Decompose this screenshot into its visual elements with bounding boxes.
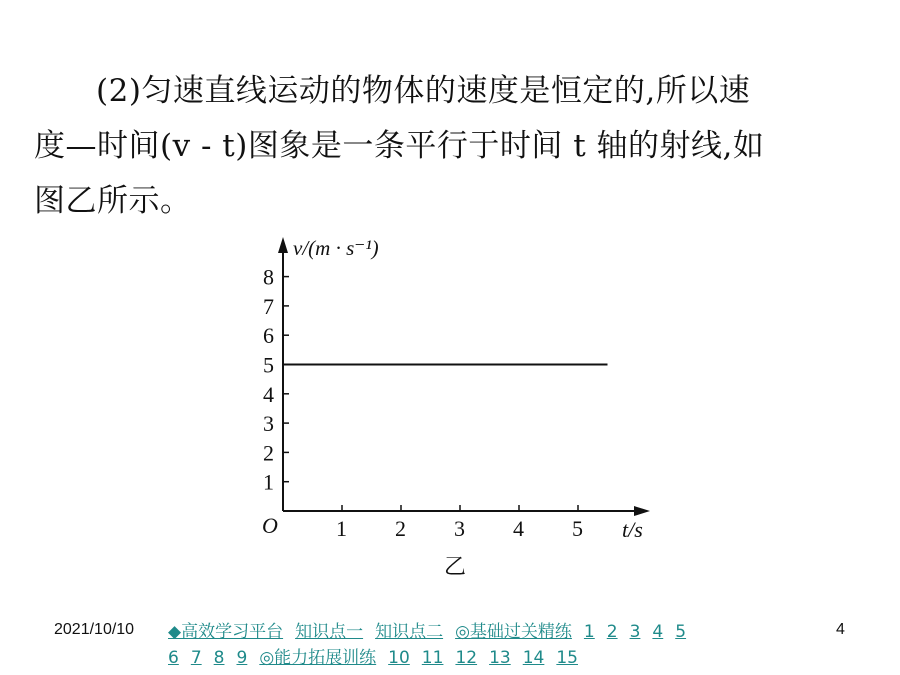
y-tick-label: 3	[263, 411, 274, 437]
y-tick-label: 5	[263, 352, 274, 378]
nav-link[interactable]: 10	[388, 648, 410, 668]
x-tick-label: 4	[513, 516, 524, 541]
y-tick-label: 4	[263, 381, 274, 407]
x-tick-label: 2	[395, 516, 406, 541]
x-tick-label: 3	[454, 516, 465, 541]
footer-navigation	[168, 619, 868, 671]
y-axis-label: v/(m · s⁻¹)	[293, 236, 379, 260]
nav-link[interactable]: 7	[190, 648, 202, 668]
y-tick-label: 1	[263, 469, 274, 495]
y-tick-label: 7	[263, 293, 274, 319]
x-tick-label: 5	[572, 516, 583, 541]
nav-link[interactable]: 8	[213, 648, 225, 668]
nav-link[interactable]: 9	[236, 648, 248, 668]
nav-link[interactable]: 4	[652, 622, 664, 642]
x-axis-arrow	[634, 506, 650, 516]
paragraph-line-1: (2)匀速直线运动的物体的速度是恒定的,所以速	[96, 73, 751, 109]
x-tick-label: 1	[336, 516, 347, 541]
nav-link[interactable]: 知识点二	[375, 622, 444, 642]
nav-link[interactable]: 13	[489, 648, 511, 668]
paragraph-line-3: 图乙所示。	[34, 183, 192, 219]
nav-link[interactable]: 5	[675, 622, 687, 642]
chart-caption: 乙	[444, 554, 467, 579]
nav-link[interactable]: 15	[556, 648, 578, 668]
nav-link[interactable]: 6	[168, 648, 179, 668]
paragraph-line-2: 度—时间(v - t)图象是一条平行于时间 t 轴的射线,如	[34, 128, 765, 164]
nav-link[interactable]: 11	[421, 648, 444, 668]
nav-link[interactable]: 2	[606, 622, 618, 642]
page-number: 4	[836, 621, 845, 638]
nav-link[interactable]: ◆高效学习平台	[168, 622, 284, 642]
y-axis-arrow	[278, 237, 288, 253]
explanation-paragraph	[34, 64, 864, 229]
nav-row-1	[168, 619, 868, 645]
nav-row-2	[168, 645, 868, 671]
y-tick-label: 2	[263, 440, 274, 466]
x-axis-label: t/s	[622, 517, 643, 542]
nav-link[interactable]: ◎基础过关精练	[455, 622, 572, 642]
footer-date: 2021/10/10	[54, 621, 135, 638]
nav-link[interactable]: 1	[583, 622, 595, 642]
chart-axes	[278, 237, 650, 516]
nav-link[interactable]: 知识点一	[295, 622, 364, 642]
velocity-time-chart	[250, 225, 670, 585]
nav-link[interactable]: 12	[455, 648, 478, 668]
y-tick-label: 8	[263, 264, 274, 290]
nav-link[interactable]: ◎能力拓展训练	[259, 648, 377, 668]
nav-link[interactable]: 3	[629, 622, 641, 642]
origin-label: O	[262, 513, 278, 538]
nav-link[interactable]: 14	[522, 648, 545, 668]
y-tick-label: 6	[263, 323, 274, 349]
